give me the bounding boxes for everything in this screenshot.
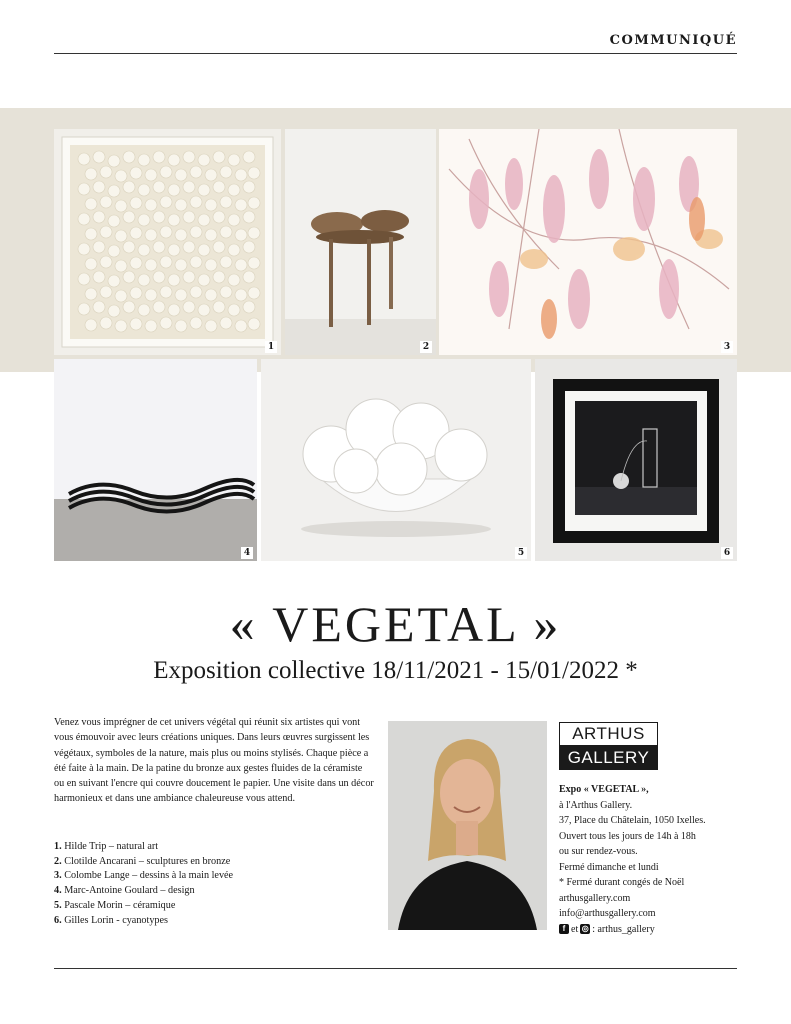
photo-1-image: [54, 129, 281, 355]
artist-text: Gilles Lorin - cyanotypes: [64, 914, 169, 926]
photo-5-number: 5: [515, 547, 527, 559]
photo-5-image: [261, 359, 531, 561]
gallery-logo: [559, 722, 658, 770]
artist-text: Colombe Lange – dessins à la main levée: [64, 870, 234, 882]
artist-text: Hilde Trip – natural art: [64, 841, 159, 852]
artist-number: 2.: [54, 855, 62, 867]
footer-rule: [54, 968, 737, 969]
photo-3: [439, 129, 737, 355]
info-expo: Expo « VEGETAL »,: [559, 784, 649, 795]
artist-item: [54, 884, 374, 899]
photo-4: [54, 359, 257, 561]
photo-4-image: [54, 359, 257, 561]
gallery-info: [559, 782, 759, 937]
social-handle: : arthus_gallery: [592, 923, 655, 935]
photo-6-number: 6: [721, 547, 733, 559]
header-label: COMMUNIQUÉ: [609, 33, 737, 48]
info-closed: Fermé dimanche et lundi: [559, 861, 659, 873]
artist-number: 6.: [54, 914, 62, 926]
artist-item: [54, 855, 374, 870]
artist-list: [54, 840, 374, 928]
exhibition-title: « VEGETAL »: [229, 596, 562, 652]
social-et: et: [571, 923, 579, 935]
artist-number: 3.: [54, 870, 62, 882]
info-holiday: * Fermé durant congés de Noël: [559, 877, 685, 888]
photo-5: [261, 359, 531, 561]
exhibition-subtitle: Exposition collective 18/11/2021 - 15/01/2022 *: [153, 657, 638, 684]
photo-1-number: 1: [265, 341, 277, 353]
info-hours: Ouvert tous les jours de 14h à 18h: [559, 830, 696, 842]
artist-text: Pascale Morin – céramique: [64, 899, 176, 911]
intro-paragraph: Venez vous imprégner de cet univers végétal qui réunit six artistes qui vont vous émouvoir avec leurs créations uniques. Dans leurs œuvres surgissent les végétaux, symboles de la nature, mais plus ou moins stylisés. Chaque pièce a été faite à la main. De la patine du bronze aux gestes fluides de la céramiste ou en suivant l'encre qui couvre doucement le papier. Une visite dans un décor harmonieux et dans une ambiance chaleureuse vous attend.: [54, 717, 374, 805]
logo-line-2: GALLERY: [559, 746, 658, 770]
photo-2-image: [285, 129, 436, 355]
photo-6: [535, 359, 737, 561]
header-rule: [54, 53, 737, 54]
artist-item: [54, 869, 374, 884]
info-appointment: ou sur rendez-vous.: [559, 846, 638, 857]
photo-4-number: 4: [241, 547, 253, 559]
artist-number: 5.: [54, 899, 62, 911]
artist-item: [54, 914, 374, 929]
portrait-image: [388, 721, 547, 930]
photo-6-image: [535, 359, 737, 561]
info-venue: à l'Arthus Gallery.: [559, 799, 633, 811]
photo-3-image: [439, 129, 737, 355]
artist-text: Clotilde Ancarani – sculptures en bronze: [64, 855, 231, 867]
photo-3-number: 3: [721, 341, 733, 353]
info-email[interactable]: info@arthusgallery.com: [559, 908, 656, 919]
logo-line-1: ARTHUS: [559, 722, 658, 746]
instagram-icon[interactable]: ◎: [581, 924, 589, 934]
artist-number: 1.: [54, 841, 62, 852]
artist-text: Marc-Antoine Goulard – design: [64, 885, 195, 897]
photo-2-number: 2: [420, 341, 432, 353]
info-website[interactable]: arthusgallery.com: [559, 892, 631, 904]
artist-item: [54, 840, 374, 855]
photo-2: [285, 129, 436, 355]
artist-number: 4.: [54, 885, 62, 897]
facebook-icon[interactable]: f: [559, 924, 569, 934]
gallery-owner-portrait: [388, 721, 547, 930]
artist-item: [54, 899, 374, 914]
photo-1: [54, 129, 281, 355]
social-links: [559, 922, 759, 938]
info-address: 37, Place du Châtelain, 1050 Ixelles.: [559, 815, 706, 826]
